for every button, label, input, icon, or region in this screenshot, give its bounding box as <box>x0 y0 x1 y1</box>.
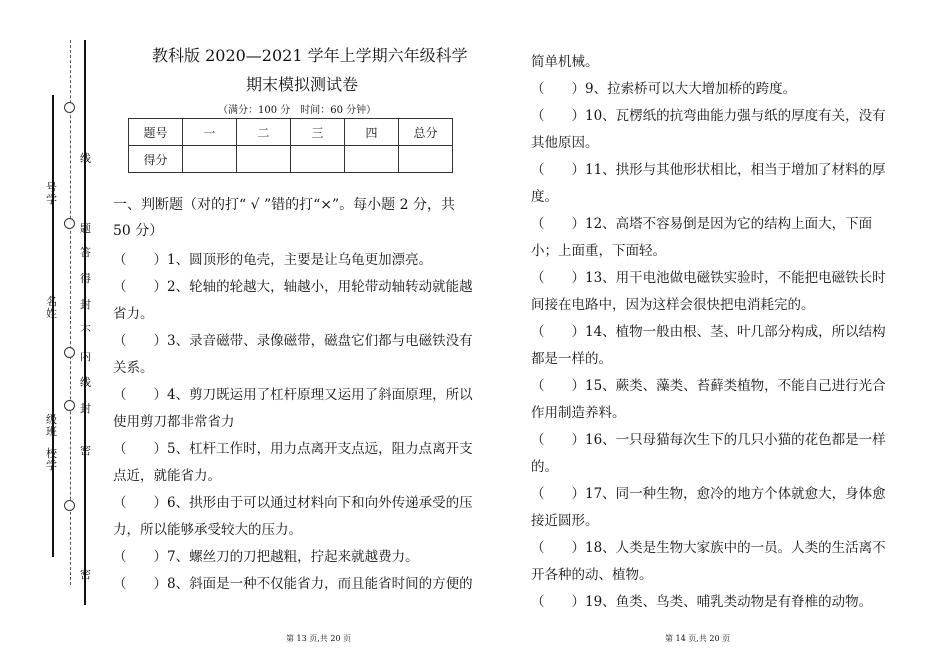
exam-title: 教科版 2020—2021 学年上学期六年级科学 <box>152 46 468 65</box>
binding-hole <box>64 102 75 113</box>
score-input-cell[interactable] <box>345 146 399 173</box>
exam-subtitle: 期末模拟测试卷 <box>246 75 359 94</box>
label-char: 名 <box>46 295 57 308</box>
question-line: （ ）18、人类是生物大家族中的一员。人类的生活离不 <box>531 540 886 556</box>
question-line: （ ）11、拱形与其他形状相比，相当于增加了材料的厚 <box>531 162 886 178</box>
score-cell: 三 <box>291 119 345 146</box>
score-cell: 得分 <box>129 146 183 173</box>
question-line: （ ）7、螺丝刀的刀把越粗，拧起来就越费力。 <box>113 549 419 565</box>
label-char: 号 <box>46 181 57 194</box>
seal-char: 答 <box>80 246 91 259</box>
binding-rule-left <box>52 95 54 557</box>
label-char: 姓 <box>46 307 57 320</box>
question-line: （ ）17、同一种生物，愈冷的地方个体就愈大，身体愈 <box>531 486 886 502</box>
question-line: 接近圆形。 <box>531 513 599 529</box>
seal-char: 线 <box>80 376 91 389</box>
question-line: 都是一样的。 <box>531 351 612 367</box>
question-line: 简单机械。 <box>531 54 599 70</box>
score-table-score-row <box>129 146 453 173</box>
score-cell: 题号 <box>129 119 183 146</box>
question-line: 省力。 <box>113 306 154 322</box>
page-number-left: 第 13 页,共 20 页 <box>286 634 352 643</box>
question-line: （ ）3、录音磁带、录像磁带，磁盘它们都与电磁铁没有 <box>113 333 473 349</box>
page-number-right: 第 14 页,共 20 页 <box>665 634 731 643</box>
question-line: （ ）15、蕨类、藻类、苔藓类植物，不能自己进行光合 <box>531 378 886 394</box>
seal-char: 内 <box>80 350 91 363</box>
question-line: 度。 <box>531 189 558 205</box>
question-line: 作用制造养料。 <box>531 405 626 421</box>
score-cell: 总分 <box>399 119 453 146</box>
question-line: 使用剪刀都非常省力 <box>113 414 235 430</box>
question-line: （ ）16、一只母猫每次生下的几只小猫的花色都是一样 <box>531 432 886 448</box>
seal-char: 封 <box>80 298 91 311</box>
label-char: 级 <box>46 413 57 426</box>
question-line: （ ）5、杠杆工作时，用力点离开支点远，阻力点离开支 <box>113 441 473 457</box>
label-char: 学 <box>46 193 57 206</box>
question-line: （ ）9、拉索桥可以大大增加桥的跨度。 <box>531 81 797 97</box>
binding-hole <box>64 347 75 358</box>
exam-meta: （满分：100 分 时间：60 分钟） <box>218 105 377 116</box>
label-char: 学 <box>46 459 57 472</box>
score-input-cell[interactable] <box>183 146 237 173</box>
question-line: （ ）14、植物一般由根、茎、叶几部分构成，所以结构 <box>531 324 886 340</box>
score-input-cell[interactable] <box>291 146 345 173</box>
question-line: 关系。 <box>113 360 154 376</box>
score-table-header-row <box>129 119 453 146</box>
question-line: 其他原因。 <box>531 135 599 151</box>
question-line: （ ）1、圆顶形的龟壳，主要是让乌龟更加漂亮。 <box>113 252 433 268</box>
binding-hole <box>64 218 75 229</box>
question-line: 力，所以能够承受较大的压力。 <box>113 522 302 538</box>
question-line: 间接在电路中，因为这样会很快把电消耗完的。 <box>531 297 815 313</box>
seal-char: 线 <box>80 152 91 165</box>
score-cell: 四 <box>345 119 399 146</box>
seal-char: 密 <box>80 444 91 457</box>
score-input-cell[interactable] <box>237 146 291 173</box>
binding-hole <box>64 500 75 511</box>
section-heading-cont: 50 分） <box>113 223 164 239</box>
label-char: 校 <box>46 447 57 460</box>
question-line: （ ）2、轮轴的轮越大，轴越小，用轮带动轴转动就能越 <box>113 279 473 295</box>
score-table <box>128 118 453 173</box>
question-line: （ ）8、斜面是一种不仅能省力，而且能省时间的方便的 <box>113 576 473 592</box>
seal-char: 封 <box>80 402 91 415</box>
question-line: （ ）12、高塔不容易倒是因为它的结构上面大，下面 <box>531 216 873 232</box>
question-line: 点近，就能省力。 <box>113 468 221 484</box>
binding-hole <box>64 400 75 411</box>
question-line: 的。 <box>531 459 558 475</box>
seal-char: 不 <box>80 324 91 337</box>
label-char: 班 <box>46 425 57 438</box>
question-line: （ ）4、剪刀既运用了杠杆原理又运用了斜面原理，所以 <box>113 387 473 403</box>
score-cell: 一 <box>183 119 237 146</box>
seal-char: 密 <box>80 568 91 581</box>
question-line: （ ）10、瓦楞纸的抗弯曲能力强与纸的厚度有关，没有 <box>531 108 886 124</box>
score-input-cell[interactable] <box>399 146 453 173</box>
seal-char: 题 <box>80 222 91 235</box>
question-line: （ ）6、拱形由于可以通过材料向下和向外传递承受的压 <box>113 495 473 511</box>
question-line: （ ）19、鱼类、鸟类、哺乳类动物是有脊椎的动物。 <box>531 594 873 610</box>
question-line: 小；上面重，下面轻。 <box>531 243 666 259</box>
score-cell: 二 <box>237 119 291 146</box>
question-line: 开各种的动、植物。 <box>531 567 653 583</box>
seal-char: 得 <box>80 272 91 285</box>
section-heading: 一、判断题（对的打“ √ ”错的打“×”。每小题 2 分，共 <box>113 197 455 213</box>
question-line: （ ）13、用干电池做电磁铁实验时，不能把电磁铁长时 <box>531 270 886 286</box>
